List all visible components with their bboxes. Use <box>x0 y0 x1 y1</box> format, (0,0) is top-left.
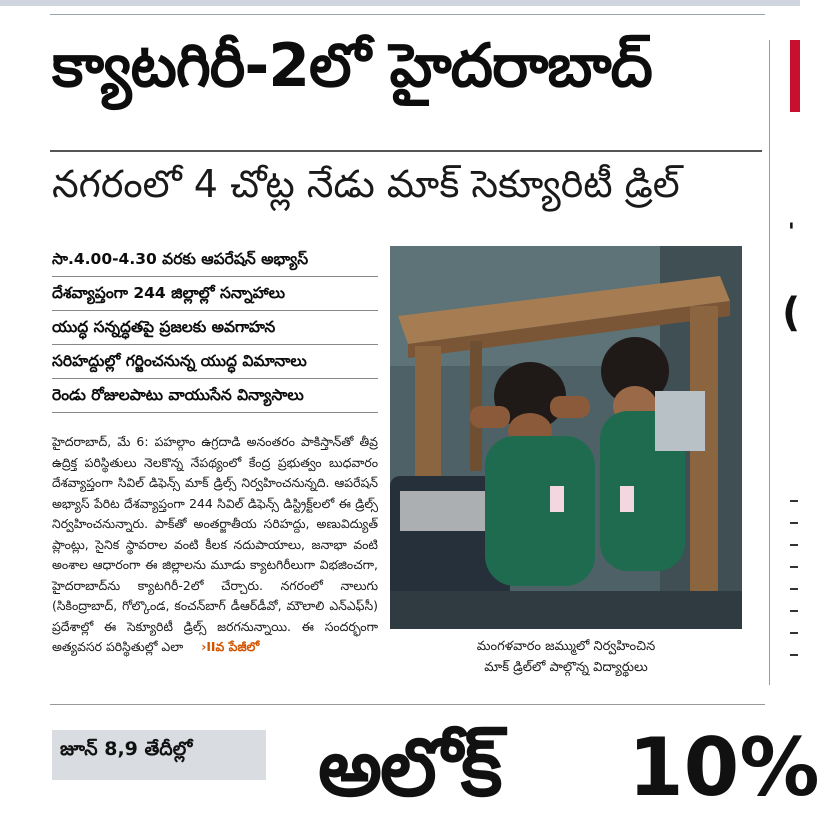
highlight-item: దేశవ్యాప్తంగా 244 జిల్లాల్లో సన్నాహాలు <box>52 277 378 311</box>
top-border <box>0 0 800 6</box>
adjacent-article-fragment: ( <box>782 290 801 336</box>
news-photo <box>390 246 742 629</box>
students-under-desk-illustration <box>390 246 742 629</box>
adjacent-article-fragment: ' <box>788 220 795 245</box>
bottom-story-label: జూన్ 8,9 తేదీల్లో <box>60 738 193 760</box>
continued-reference: ›IIవ పేజీలో <box>201 639 260 654</box>
headline: క్యాటగిరీ-2లో హైదరాబాద్ <box>52 31 652 101</box>
highlight-item: సరిహద్దుల్లో గర్జించనున్న యుద్ధ విమానాలు <box>52 345 378 379</box>
article-body <box>52 432 378 658</box>
bottom-headline-right: 10% <box>628 721 819 814</box>
adjacent-article-text-edge <box>790 500 800 676</box>
highlights-list <box>52 243 378 413</box>
bottom-headline-left: అలోక్ <box>318 721 501 814</box>
highlight-item: సా.4.00-4.30 వరకు ఆపరేషన్ అభ్యాస్ <box>52 243 378 277</box>
column-divider <box>769 40 770 685</box>
photo-caption-line: మంగళవారం జమ్ములో నిర్వహించిన <box>476 639 656 654</box>
headline-divider <box>50 150 762 152</box>
photo-caption <box>390 636 742 678</box>
adjacent-article-red-marker <box>790 40 800 112</box>
highlight-item: యుద్ధ సన్నద్ధతపై ప్రజలకు అవగాహన <box>52 311 378 345</box>
highlight-item: రెండు రోజులపాటు వాయుసేన విన్యాసాలు <box>52 379 378 413</box>
top-divider <box>50 14 765 15</box>
bottom-divider <box>50 704 765 705</box>
subheadline: నగరంలో 4 చోట్ల నేడు మాక్ సెక్యూరిటీ డ్రిల్ <box>52 162 680 206</box>
article-body-text: హైదరాబాద్, మే 6: పహల్గాం ఉగ్రదాడి అనంతరం పాకిస్తాన్‌తో తీవ్ర ఉద్రిక్త పరిస్థితులు నెలకొన్న నేపథ్యంలో కేంద్ర ప్రభుత్వం బుధవారం దేశవ్యాప్తంగా సివిల్ డిఫెన్స్ మాక్ డ్రిల్స్ నిర్వహించనున్నది. ఆపరేషన్ అభ్యాస్ పేరిట దేశవ్యాప్తంగా 244 సివిల్ డిఫెన్స్ డిస్ట్రిక్ట్‌లలో ఈ డ్రిల్స్ నిర్వహించనున్నారు. పాక్‌తో అంతర్జాతీయ సరిహద్దు, అణువిద్యుత్ ప్లాంట్లు, సైనిక స్థావరాల వంటి కీలక నదుపాయాలు, జనాభా వంటి అంశాల ఆధారంగా ఈ జిల్లాలను మూడు క్యాటగిరీలుగా విభజించగా, హైదరాబాద్‌ను క్యాటగిరీ-2లో చేర్చారు. నగరంలో నాలుగు (సికింద్రాబాద్, గోల్కొండ, కంచన్‌బాగ్ డీఆర్‌డీవో, మౌలాలి ఎన్ఎఫ్‌సీ) ప్రదేశాల్లో ఈ సెక్యూరిటీ డ్రిల్స్ జరగనున్నాయి. ఈ సందర్భంగా అత్యవసర పరిస్థితుల్లో ఎలా <box>52 434 378 654</box>
photo-caption-line: మాక్ డ్రిల్‌లో పాల్గొన్న విద్యార్థులు <box>484 660 648 675</box>
